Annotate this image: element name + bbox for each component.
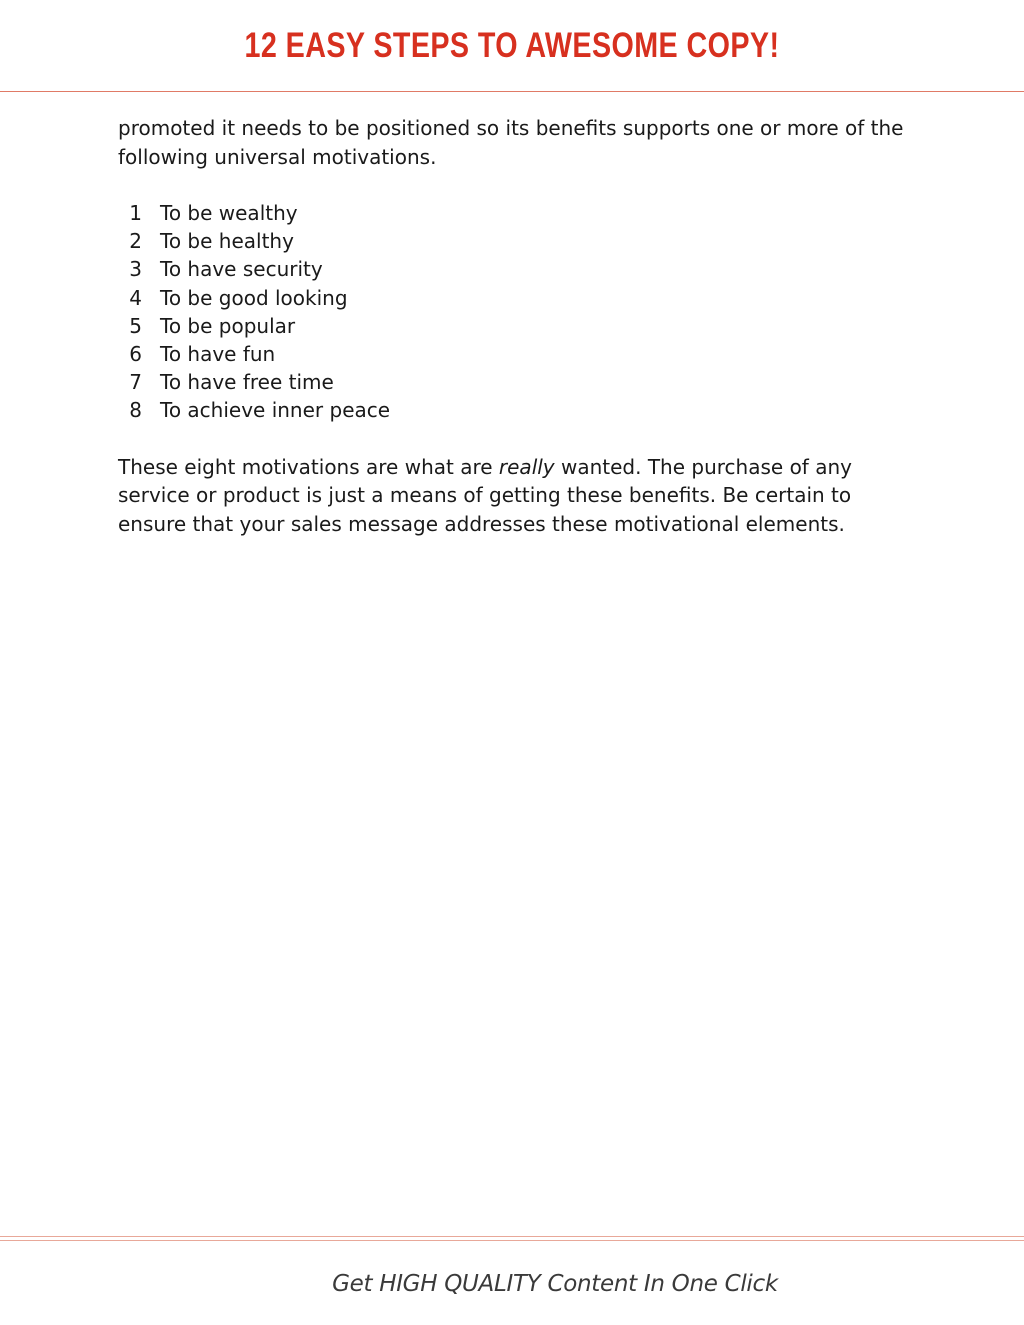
header-divider bbox=[0, 91, 1024, 92]
list-item bbox=[118, 396, 908, 424]
closing-paragraph bbox=[118, 453, 908, 539]
list-item-text: To be healthy bbox=[160, 229, 294, 254]
list-item bbox=[118, 340, 908, 368]
list-item-text: To be popular bbox=[160, 313, 296, 338]
list-item-number: 7 bbox=[129, 370, 142, 395]
list-item-text: To achieve inner peace bbox=[160, 398, 391, 423]
list-item-number: 1 bbox=[129, 201, 142, 225]
list-item-number: 5 bbox=[129, 313, 142, 338]
list-item-number: 8 bbox=[129, 398, 142, 423]
list-item-number: 6 bbox=[129, 341, 142, 366]
list-item-number: 2 bbox=[129, 229, 142, 254]
closing-text-end: wanted. The purchase of any service or product is just a means of getting these benefits. Be certain to ensure that your sales message addresses these motivational elements. bbox=[118, 454, 852, 536]
motivations-list bbox=[118, 199, 908, 425]
list-item-text: To have fun bbox=[160, 341, 276, 366]
list-item bbox=[118, 368, 908, 396]
list-item bbox=[118, 255, 908, 283]
main-content bbox=[118, 114, 908, 538]
list-item-text: To have free time bbox=[160, 370, 334, 395]
footer-divider bbox=[0, 1236, 1024, 1241]
intro-paragraph: promoted it needs to be positioned so its benefits supports one or more of the following universal motivations. bbox=[118, 116, 904, 169]
footer-tagline: Get HIGH QUALITY Content In One Click bbox=[332, 1271, 778, 1297]
page-title: 12 EASY STEPS TO AWESOME COPY! bbox=[244, 26, 780, 65]
list-item bbox=[118, 312, 908, 340]
list-item-text: To be good looking bbox=[160, 285, 348, 310]
list-item bbox=[118, 227, 908, 255]
closing-emphasis: really bbox=[498, 454, 555, 479]
list-item-number: 4 bbox=[129, 285, 142, 310]
list-item bbox=[118, 284, 908, 312]
list-item-text: To be wealthy bbox=[160, 201, 298, 225]
list-item bbox=[118, 199, 908, 227]
closing-text-start: These eight motivations are what are bbox=[118, 454, 499, 479]
list-item-number: 3 bbox=[129, 257, 142, 282]
list-item-text: To have security bbox=[160, 257, 323, 282]
